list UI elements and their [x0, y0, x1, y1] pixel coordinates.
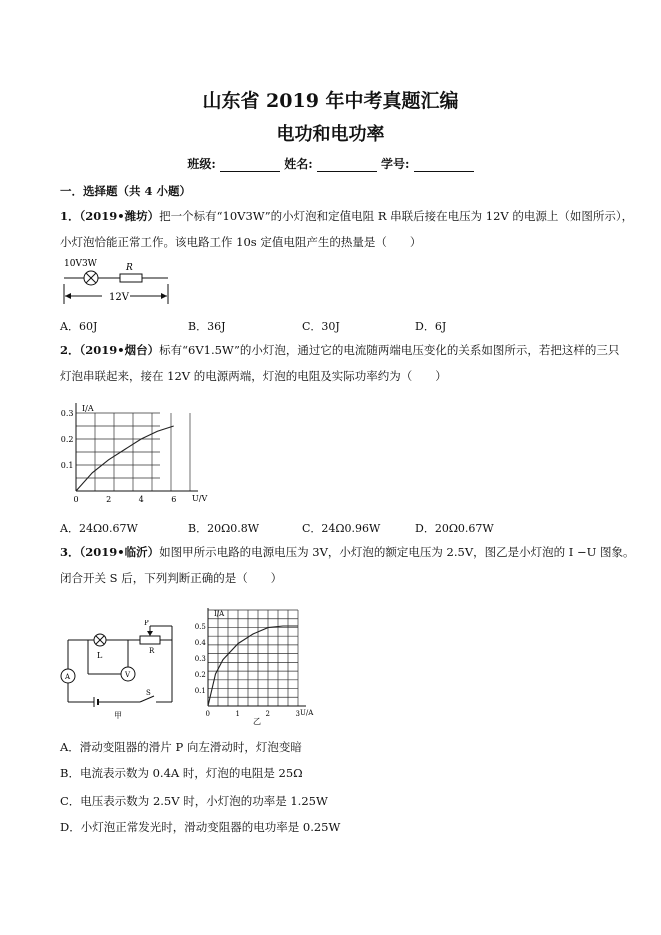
y-tick-label: 0.5: [194, 623, 206, 631]
q3-source: （2019•临沂）: [79, 545, 160, 559]
q2-source: （2019•烟台）: [79, 343, 160, 357]
page-title: 山东省 2019 年中考真题汇编: [202, 90, 459, 112]
q2-iu-chart: [58, 393, 208, 508]
q3-figure-a-caption: 甲: [114, 711, 122, 720]
x-tick-label: 3: [295, 710, 300, 718]
q3-ammeter-label: A: [65, 673, 71, 681]
q3-rheostat-label: R: [149, 647, 155, 655]
section-heading: 一．选择题（共 4 小题）: [60, 184, 192, 198]
q1-resistor-label: R: [126, 263, 133, 273]
y-axis-label: I/A: [82, 404, 94, 413]
q1-lamp-label: 10V3W: [64, 259, 97, 269]
x-tick-label: 0: [205, 710, 210, 718]
q1-source: （2019•潍坊）: [79, 209, 160, 223]
q3-slider-label: P: [144, 620, 149, 627]
q1-number: 1．: [60, 209, 80, 223]
page-subtitle: 电功和电功率: [276, 124, 385, 145]
q1-circuit-figure: [60, 254, 175, 309]
y-axis-label: I/A: [214, 610, 225, 618]
q3-circuit-figure: [60, 620, 180, 720]
q3-figure-b-caption: 乙: [253, 717, 261, 726]
x-tick-label: 2: [106, 495, 112, 504]
q3-option-b[interactable]: B．电流表示数为 0.4A 时，灯泡的电阻是 25Ω: [60, 766, 303, 780]
y-tick-label: 0.3: [60, 409, 74, 418]
q3-option-d[interactable]: D．小灯泡正常发光时，滑动变阻器的电功率是 0.25W: [60, 820, 341, 834]
y-tick-label: 0.4: [194, 639, 206, 647]
q2-text1: 标有“6V1.5W”的小灯泡，通过它的电流随两端电压变化的关系如图所示，若把这样的三只: [159, 343, 620, 357]
q1-text1: 把一个标有“10V3W”的小灯泡和定值电阻 R 串联后接在电压为 12V 的电源上（如图所示），: [159, 209, 634, 223]
name-label: 姓名:: [284, 157, 313, 171]
iu-curve: [208, 626, 298, 706]
q2-line2: 灯泡串联起来，接在 12V 的电源两端，灯泡的电阻及实际功率约为（ ）: [60, 369, 447, 383]
q3-text1: 如图甲所示电路的电源电压为 3V，小灯泡的额定电压为 2.5V，图乙是小灯泡的 I −U 图象。: [159, 545, 635, 559]
q1-voltage-label: 12V: [109, 292, 129, 303]
q3-number: 3．: [60, 545, 80, 559]
q2-option-d[interactable]: D．20Ω0.67W: [415, 522, 494, 535]
y-tick-label: 0.1: [60, 461, 74, 470]
q2-option-b[interactable]: B．20Ω0.8W: [188, 522, 260, 535]
q3-line1: [60, 545, 634, 559]
q3-line2: 闭合开关 S 后，下列判断正确的是（ ）: [60, 571, 283, 585]
iu-curve: [76, 426, 174, 491]
x-tick-label: 6: [171, 495, 177, 504]
q1-option-a[interactable]: A．60J: [60, 320, 98, 333]
class-label: 班级:: [187, 157, 216, 171]
q2-option-a[interactable]: A．24Ω0.67W: [60, 522, 138, 535]
q3-lamp-label: L: [97, 651, 103, 660]
x-tick-label: 0: [73, 495, 79, 504]
q1-line2: 小灯泡恰能正常工作。该电路工作 10s 定值电阻产生的热量是（ ）: [60, 235, 422, 249]
x-axis-label: U/A: [300, 709, 314, 717]
x-tick-label: 4: [138, 495, 144, 504]
class-blank[interactable]: [220, 159, 280, 172]
name-blank[interactable]: [317, 159, 377, 172]
x-axis-label: U/V: [192, 494, 208, 503]
x-tick-label: 1: [235, 710, 240, 718]
q1-option-c[interactable]: C．30J: [302, 320, 340, 333]
y-tick-label: 0.1: [194, 687, 206, 695]
q2-option-c[interactable]: C．24Ω0.96W: [302, 522, 381, 535]
q2-number: 2．: [60, 343, 80, 357]
student-info-line: [0, 155, 661, 172]
q3-option-c[interactable]: C．电压表示数为 2.5V 时，小灯泡的功率是 1.25W: [60, 794, 328, 808]
q2-line1: [60, 343, 619, 357]
q3-voltmeter-label: V: [125, 671, 131, 679]
x-tick-label: 2: [265, 710, 270, 718]
q1-option-b[interactable]: B．36J: [188, 320, 226, 333]
q3-option-a[interactable]: A．滑动变阻器的滑片 P 向左滑动时，灯泡变暗: [60, 740, 302, 754]
q1-line1: [60, 209, 633, 223]
q1-option-d[interactable]: D．6J: [415, 320, 447, 333]
q3-rheostat-icon: [140, 636, 160, 644]
y-tick-label: 0.2: [194, 671, 206, 679]
y-tick-label: 0.3: [194, 655, 206, 663]
id-blank[interactable]: [414, 159, 474, 172]
q1-resistor-icon: [120, 274, 142, 282]
q3-switch-label: S: [146, 689, 151, 697]
q3-iu-chart: [190, 598, 330, 728]
y-tick-label: 0.2: [60, 435, 74, 444]
id-label: 学号:: [381, 157, 410, 171]
